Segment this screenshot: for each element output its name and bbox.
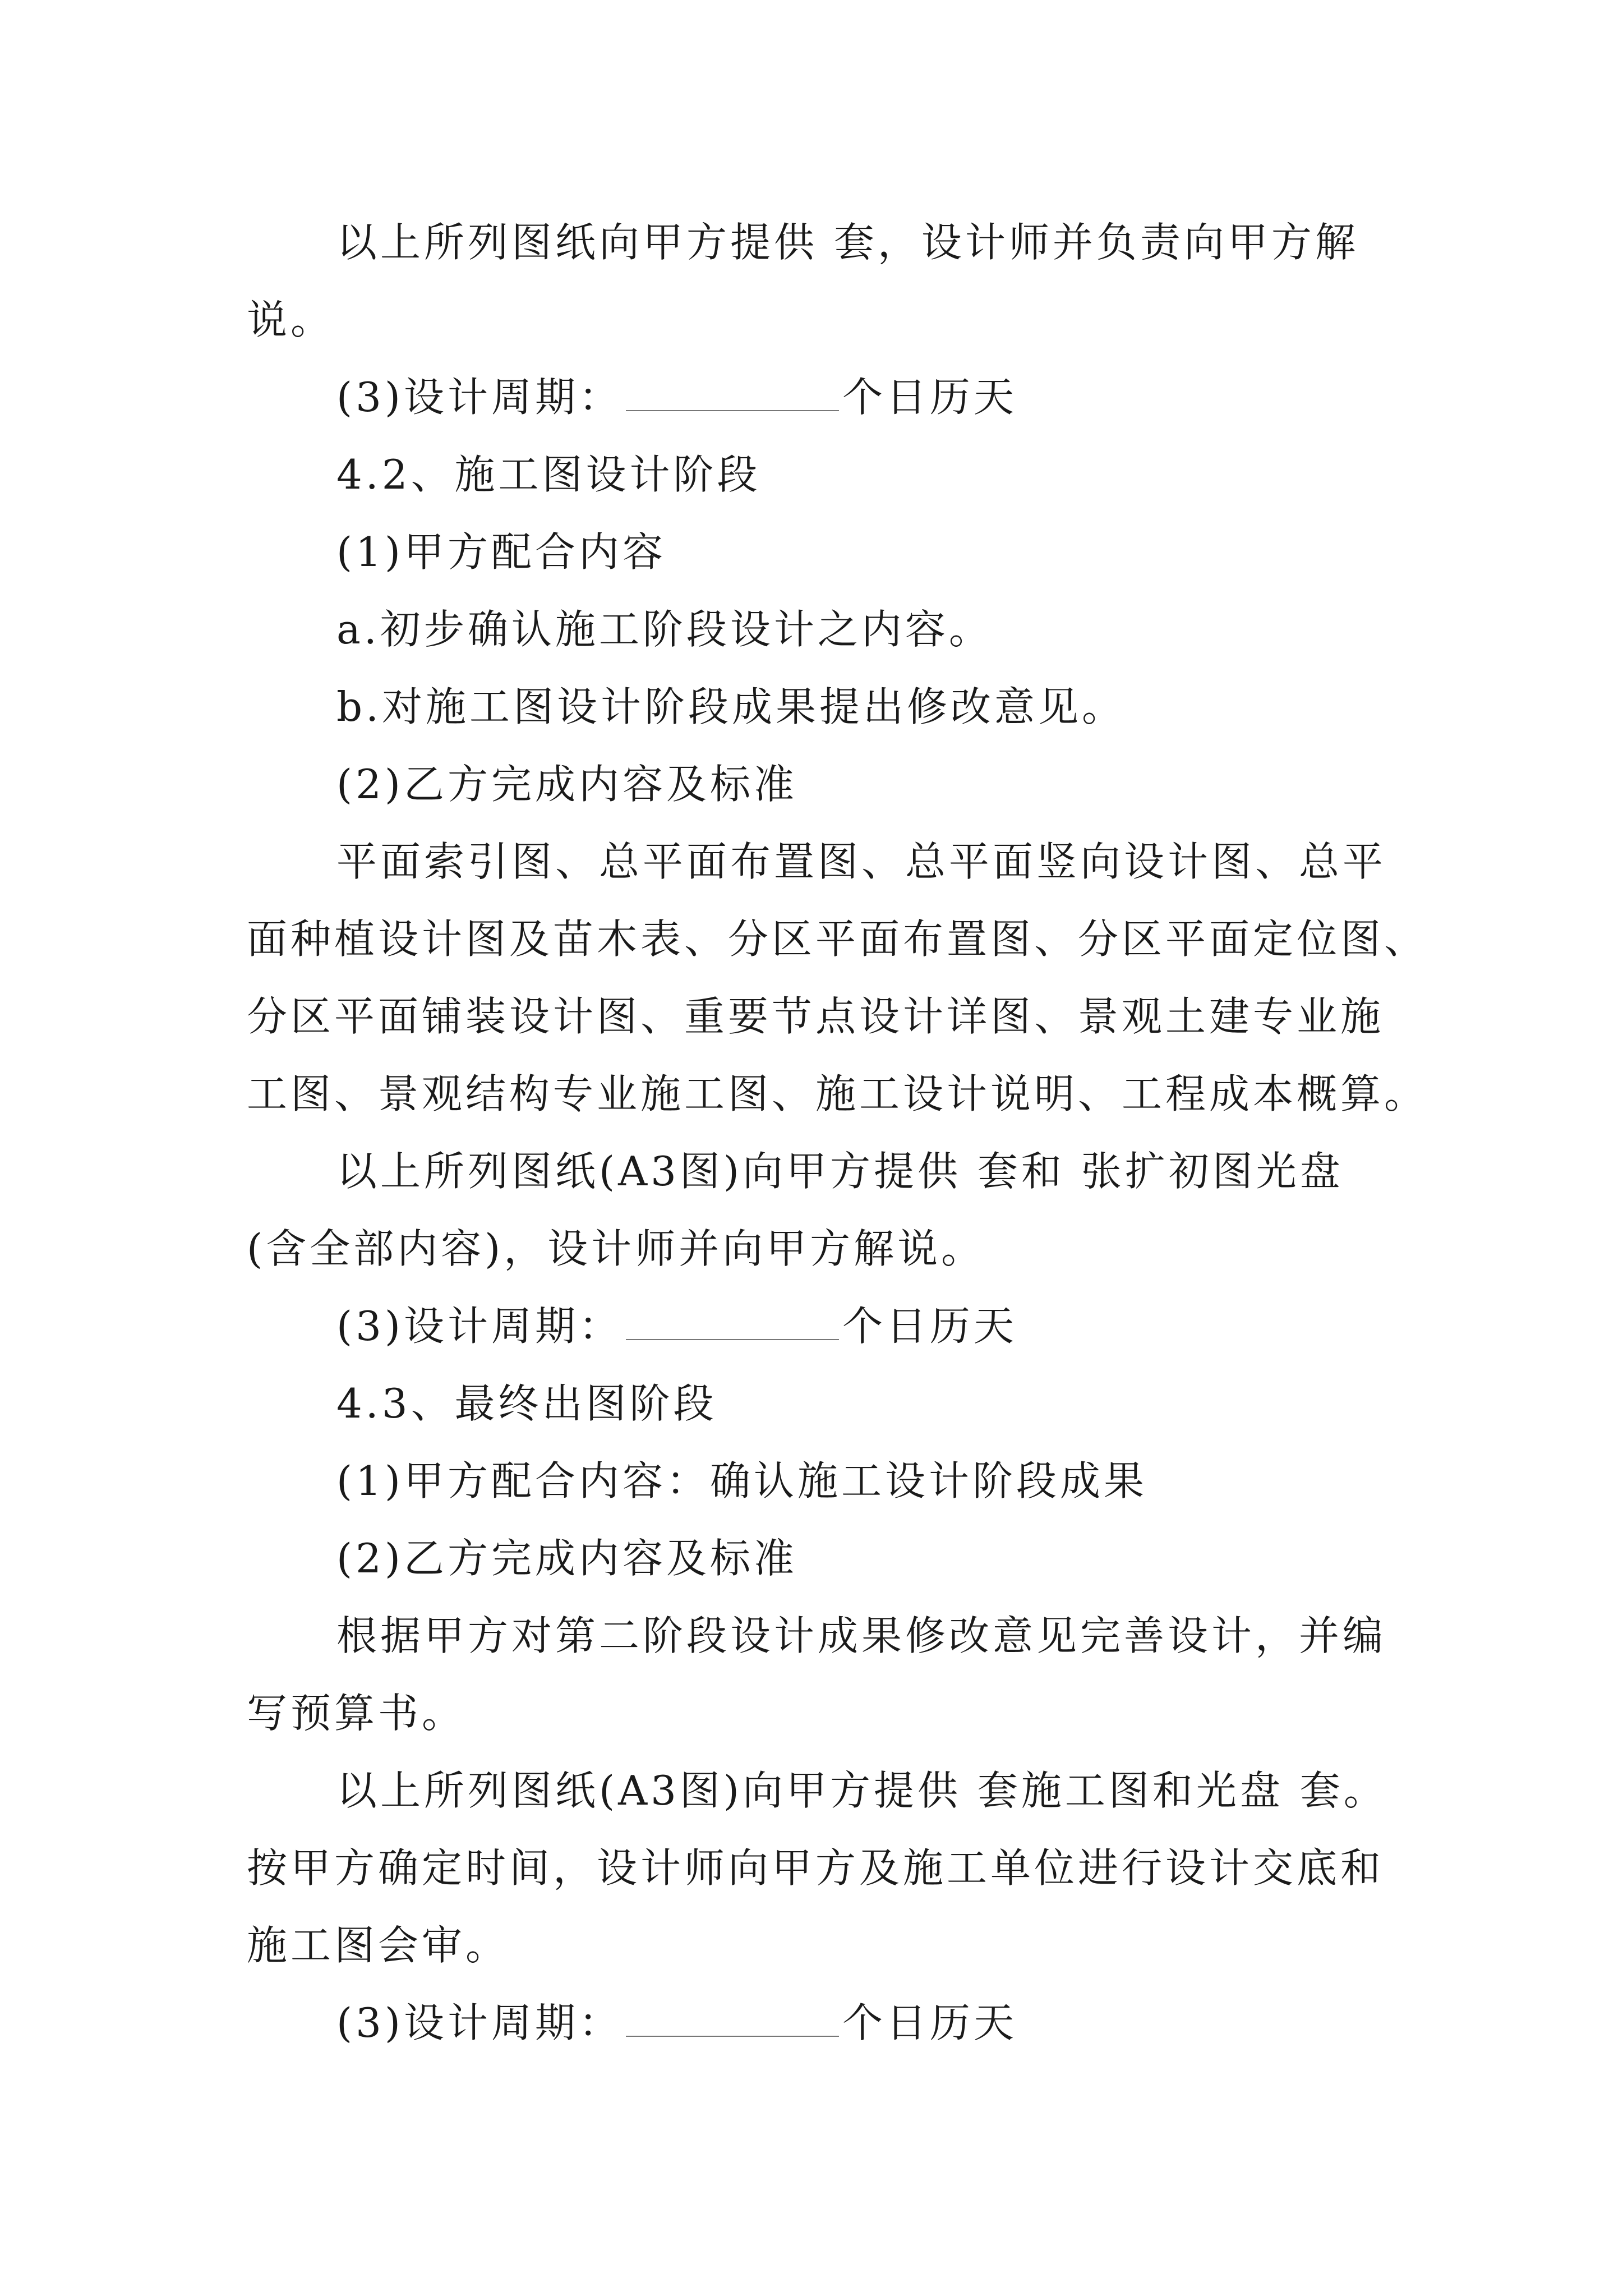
paragraph-line: 根据甲方对第二阶段设计成果修改意见完善设计，并编 (336, 1612, 1387, 1659)
design-period-line (336, 369, 1017, 425)
section-heading: 4.3、最终出图阶段 (336, 1380, 717, 1427)
paragraph-line: 以上所列图纸向甲方提供 套，设计师并负责向甲方解 (336, 219, 1359, 266)
period-label: (3)设计周期： (336, 374, 623, 421)
paragraph-line: 施工图会审。 (247, 1922, 510, 1969)
subsection-heading: (2)乙方完成内容及标准 (336, 761, 797, 808)
period-unit: 个日历天 (842, 374, 1018, 421)
period-unit: 个日历天 (842, 1303, 1018, 1350)
list-item: b.对施工图设计阶段成果提出修改意见。 (336, 683, 1126, 730)
design-period-line (336, 1995, 1017, 2051)
paragraph-line: 分区平面铺装设计图、重要节点设计详图、景观土建专业施 (247, 993, 1385, 1040)
section-heading: 4.2、施工图设计阶段 (336, 451, 761, 498)
period-label: (3)设计周期： (336, 1999, 623, 2046)
paragraph-line: 以上所列图纸(A3图)向甲方提供 套施工图和光盘 套。 (336, 1767, 1387, 1814)
paragraph-line: 按甲方确定时间，设计师向甲方及施工单位进行设计交底和 (247, 1844, 1385, 1892)
paragraph-line: 以上所列图纸(A3图)向甲方提供 套和 张扩初图光盘 (336, 1148, 1344, 1195)
subsection-heading: (1)甲方配合内容 (336, 528, 666, 576)
paragraph-line: 写预算书。 (247, 1690, 466, 1737)
list-item: a.初步确认施工阶段设计之内容。 (336, 606, 993, 653)
paragraph-line: 平面索引图、总平面布置图、总平面竖向设计图、总平 (336, 838, 1387, 885)
design-period-line (336, 1298, 1017, 1354)
paragraph-line: 说。 (247, 296, 335, 343)
fill-in-blank (626, 376, 839, 411)
period-label: (3)设计周期： (336, 1303, 623, 1350)
subsection-heading: (2)乙方完成内容及标准 (336, 1535, 797, 1582)
fill-in-blank (626, 2002, 839, 2037)
subsection-heading: (1)甲方配合内容：确认施工设计阶段成果 (336, 1457, 1147, 1504)
paragraph-line: (含全部内容)，设计师并向甲方解说。 (247, 1225, 985, 1272)
period-unit: 个日历天 (842, 1999, 1018, 2046)
paragraph-line: 面种植设计图及苗木表、分区平面布置图、分区平面定位图、 (247, 915, 1428, 963)
paragraph-line: 工图、景观结构专业施工图、施工设计说明、工程成本概算。 (247, 1070, 1428, 1117)
fill-in-blank (626, 1305, 839, 1340)
